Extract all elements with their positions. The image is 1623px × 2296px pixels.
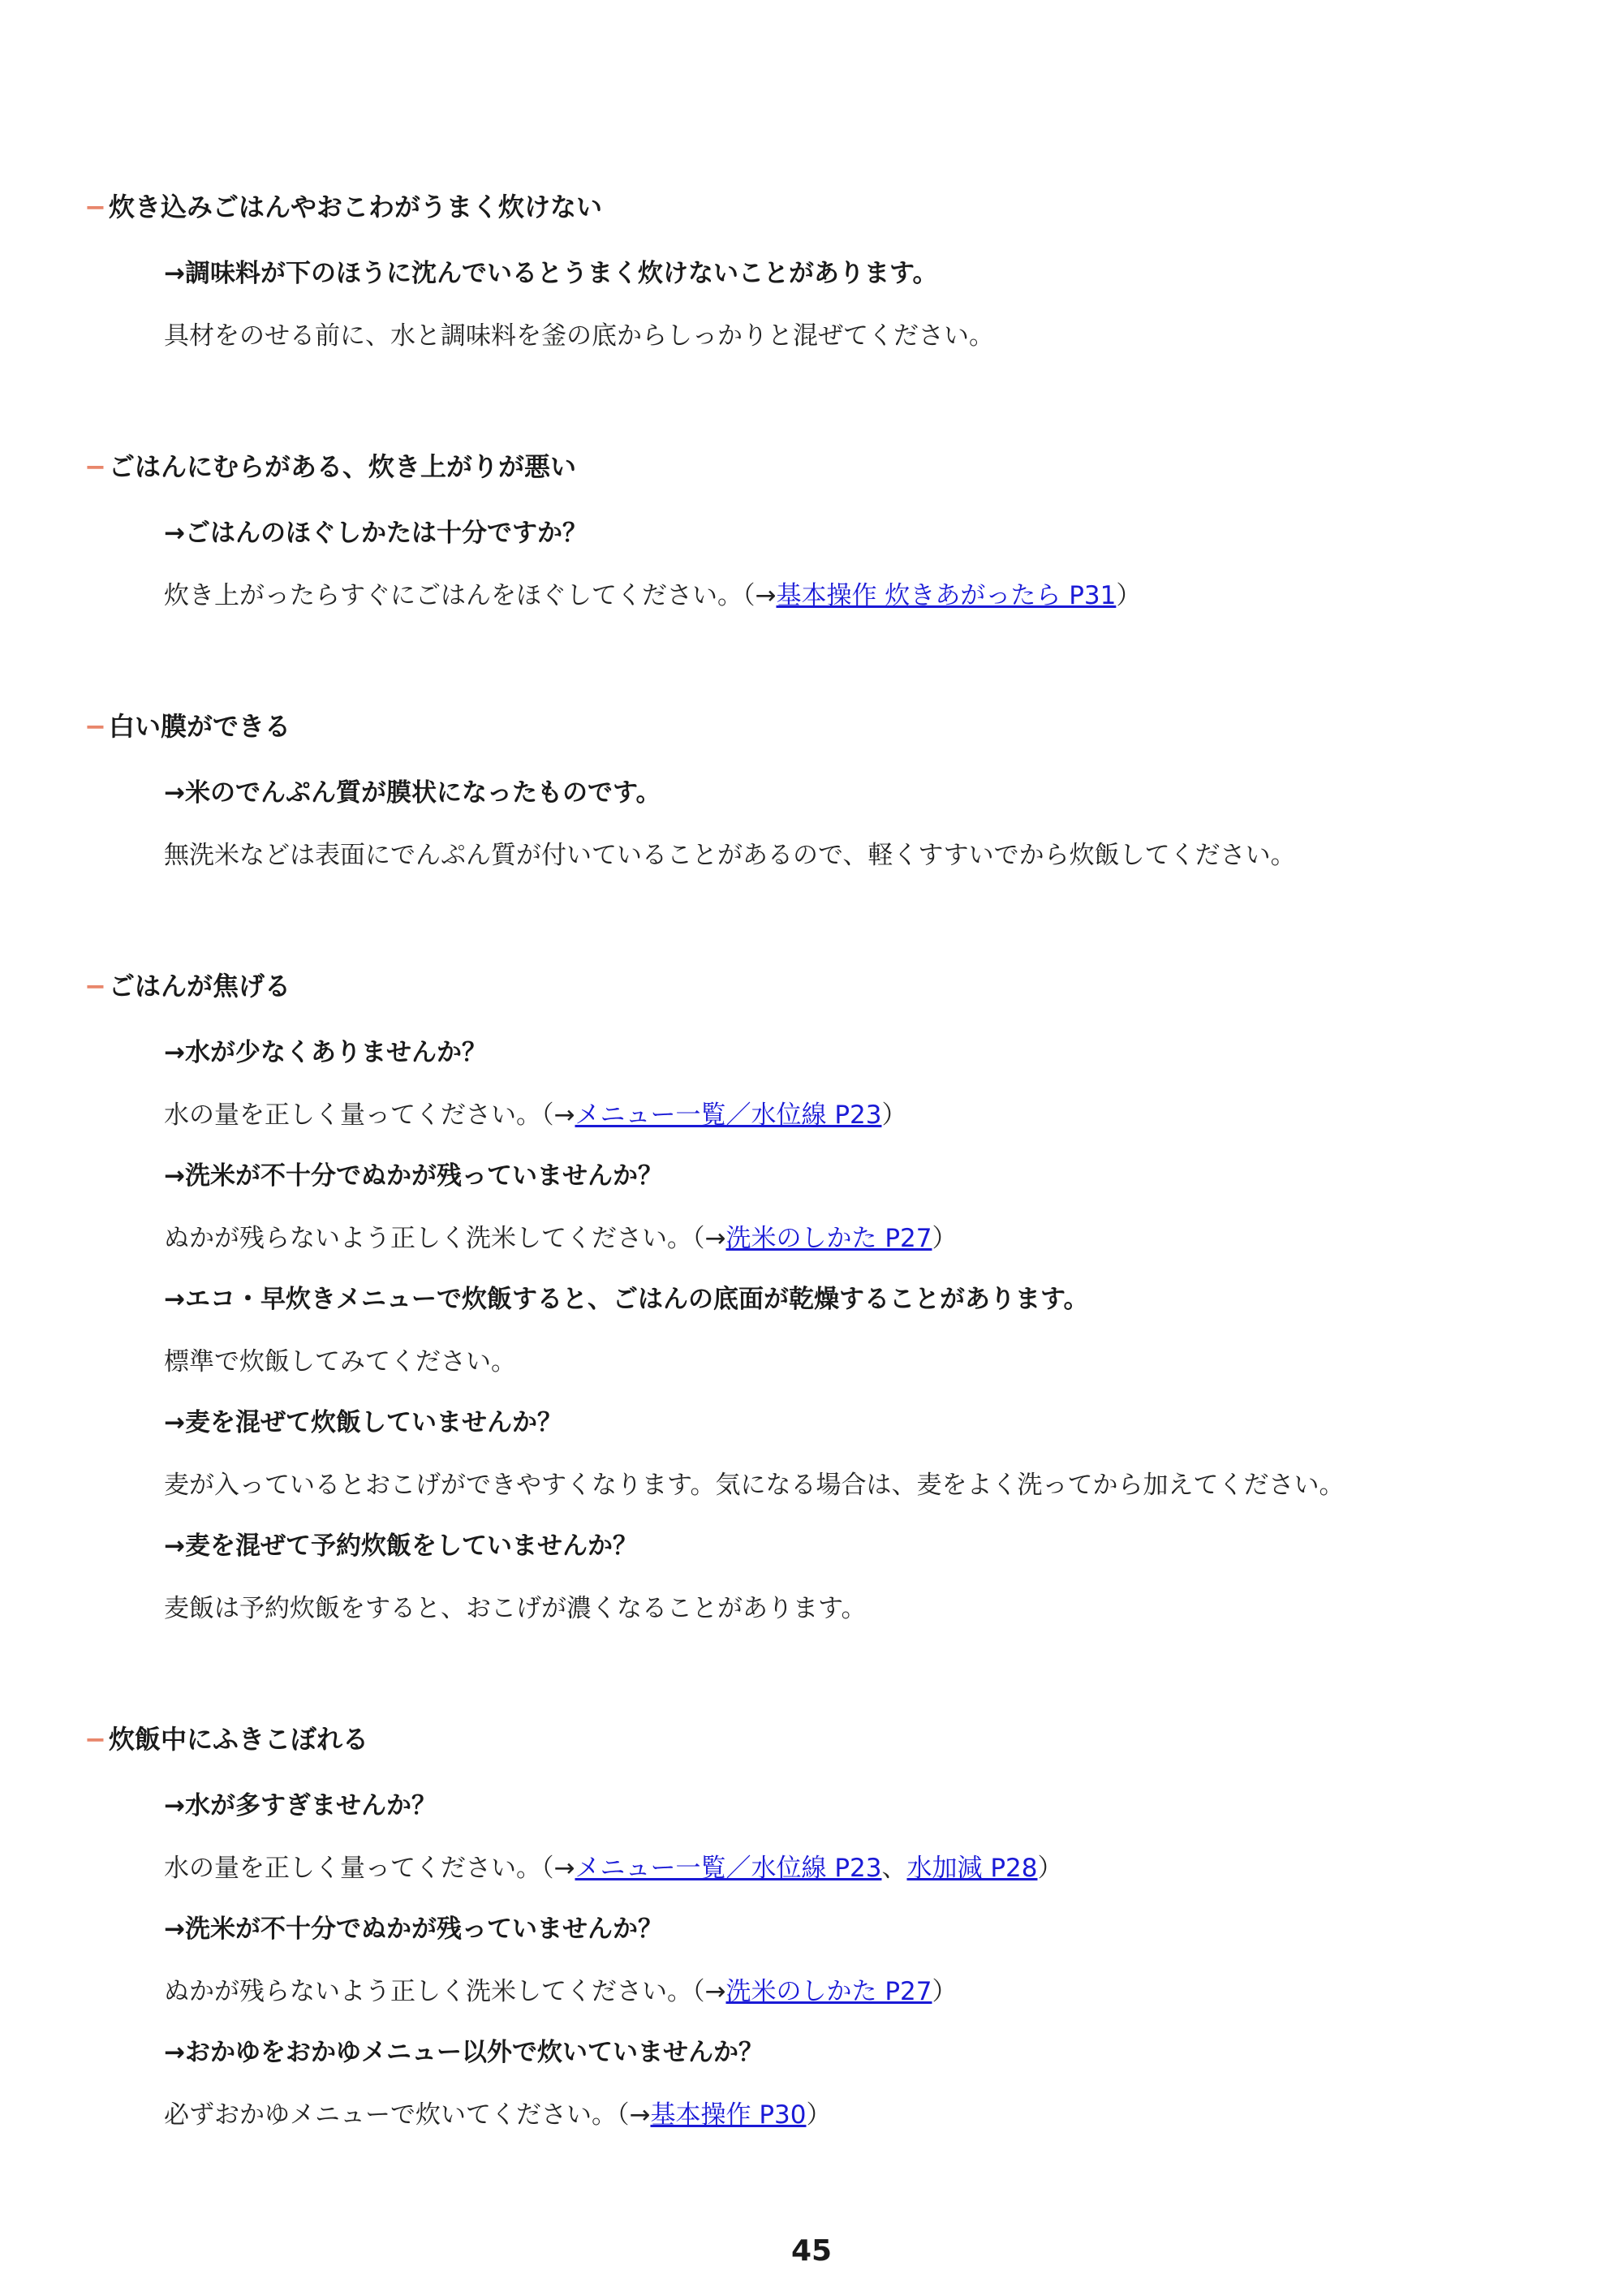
section-title: ごはんが焦げる: [109, 971, 291, 1002]
check-question: →水が多すぎませんか？: [164, 1791, 437, 1820]
remedy-text: [164, 1222, 957, 1255]
remedy-text: [164, 579, 1141, 612]
dash-marker: −: [84, 1724, 106, 1755]
remedy-text: [164, 1592, 867, 1625]
remedy-text-segment: 水の量を正しく量ってください。（→: [164, 1101, 575, 1130]
page-reference-link[interactable]: メニュー一覧／水位線 P23: [575, 1101, 882, 1130]
check-question: →米のでんぷん質が膜状になったものです。: [164, 778, 661, 808]
remedy-text: [164, 1975, 957, 2008]
remedy-text: [164, 1852, 1062, 1885]
remedy-text: [164, 1346, 516, 1378]
section-title: 炊飯中にふきこぼれる: [109, 1724, 369, 1755]
page-reference-link[interactable]: 洗米のしかた P27: [725, 1977, 932, 2006]
remedy-text-segment: ぬかが残らないよう正しく洗米してください。（→: [164, 1224, 726, 1253]
section-heading: [84, 450, 576, 483]
page-reference-link[interactable]: メニュー一覧／水位線 P23: [575, 1854, 882, 1883]
section-title: ごはんにむらがある、炊き上がりが悪い: [109, 451, 577, 482]
remedy-text-segment: 必ずおかゆメニューで炊いてください。（→: [164, 2100, 651, 2130]
check-question: →エコ・早炊きメニューで炊飯すると、ごはんの底面が乾燥することがあります。: [164, 1285, 1089, 1314]
remedy-text-segment: 麦が入っているとおこげができやすくなります。気になる場合は、麦をよく洗ってから加えてください。: [164, 1471, 1345, 1500]
remedy-text-segment: ）: [806, 2100, 832, 2130]
section-heading: [84, 710, 291, 743]
check-question: →調味料が下のほうに沈んでいるとうまく炊けないことがあります。: [164, 259, 938, 288]
remedy-text-segment: ）: [932, 1224, 958, 1253]
check-question: →麦を混ぜて炊飯していませんか？: [164, 1408, 562, 1437]
section-heading: [84, 1723, 368, 1755]
remedy-text-segment: ）: [1037, 1854, 1063, 1883]
remedy-text-segment: 麦飯は予約炊飯をすると、おこげが濃くなることがあります。: [164, 1594, 867, 1623]
remedy-text: [164, 1469, 1345, 1501]
page-reference-link[interactable]: 水加減 P28: [906, 1854, 1038, 1883]
remedy-text-segment: ）: [932, 1977, 958, 2006]
remedy-text: [164, 2099, 831, 2131]
page-number: 45: [790, 2234, 833, 2268]
check-question: →水が少なくありませんか？: [164, 1038, 487, 1067]
dash-marker: −: [84, 971, 106, 1002]
remedy-text: [164, 320, 994, 352]
remedy-text-segment: 標準で炊飯してみてください。: [164, 1347, 516, 1376]
section-title: 炊き込みごはんやおこわがうまく炊けない: [109, 192, 603, 222]
remedy-text-segment: ）: [881, 1101, 907, 1130]
remedy-text-segment: 、: [881, 1854, 907, 1883]
check-question: →洗米が不十分でぬかが残っていませんか？: [164, 1915, 663, 1944]
page-reference-link[interactable]: 基本操作 P30: [650, 2100, 807, 2130]
remedy-text: [164, 1099, 906, 1131]
remedy-text-segment: ）: [1116, 581, 1142, 610]
section-heading: [84, 191, 602, 223]
remedy-text: [164, 839, 1296, 872]
remedy-text-segment: 具材をのせる前に、水と調味料を釜の底からしっかりと混ぜてください。: [164, 321, 994, 351]
dash-marker: −: [84, 711, 106, 742]
dash-marker: −: [84, 451, 106, 482]
remedy-text-segment: 水の量を正しく量ってください。（→: [164, 1854, 575, 1883]
page-reference-link[interactable]: 洗米のしかた P27: [725, 1224, 932, 1253]
page-reference-link[interactable]: 基本操作 炊きあがったら P31: [776, 581, 1117, 610]
check-question: →洗米が不十分でぬかが残っていませんか？: [164, 1161, 663, 1191]
dash-marker: −: [84, 192, 106, 222]
remedy-text-segment: 炊き上がったらすぐにごはんをほぐしてください。（→: [164, 581, 777, 610]
check-question: →ごはんのほぐしかたは十分ですか？: [164, 519, 588, 548]
section-title: 白い膜ができる: [109, 711, 291, 742]
check-question: →麦を混ぜて予約炊飯をしていませんか？: [164, 1531, 638, 1561]
remedy-text-segment: 無洗米などは表面にでんぷん質が付いていることがあるので、軽くすすいでから炊飯してください。: [164, 841, 1296, 870]
section-heading: [84, 970, 291, 1002]
remedy-text-segment: ぬかが残らないよう正しく洗米してください。（→: [164, 1977, 726, 2006]
check-question: →おかゆをおかゆメニュー以外で炊いていませんか？: [164, 2038, 764, 2067]
